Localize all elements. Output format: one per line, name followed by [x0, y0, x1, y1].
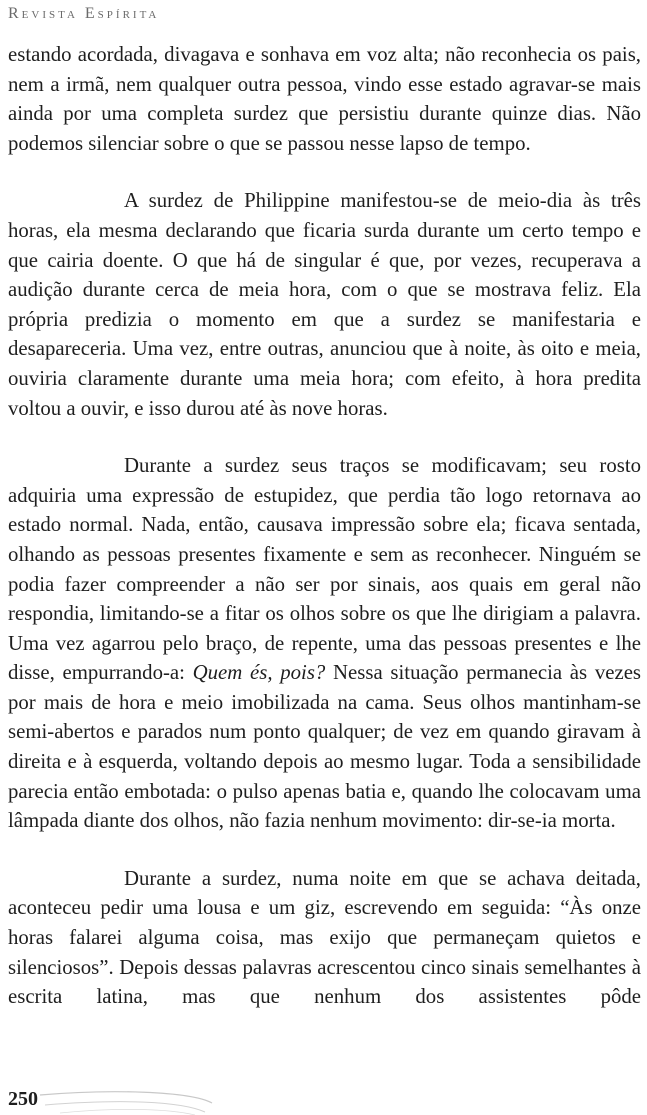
body-text: [8, 40, 641, 1012]
footer-swoosh-ornament: [0, 1085, 647, 1115]
paragraph-3-text-after: Nessa situação permanecia às vezes por mais de hora e meio imobilizada na cama. Seus olhos mantinham-se semi-abertos e parados num ponto qualquer; de vez em quando giravam à direita e à esquerda, voltando depois ao mesmo lugar. Toda a sensibilidade parecia então embotada: o pulso apenas batia e, quando lhe colocavam uma lâmpada diante dos olhos, não fazia nenhum movimento: dir-se-ia morta.: [8, 661, 642, 833]
paragraph-3: [8, 451, 641, 836]
italic-quote: Quem és, pois?: [192, 661, 326, 685]
page-number: 250: [8, 1088, 38, 1110]
paragraph-3-text-before: Durante a surdez seus traços se modificavam; seu rosto adquiria uma expressão de estupidez, que perdia tão logo retornava ao estado normal. Nada, então, causava impressão sobre ela; ficava sentada, olhando as pessoas presentes fixamente e sem as reconhecer. Ninguém se podia fazer compreender a não ser por sinais, aos quais em geral não respondia, limitando-se a fitar os olhos sobre os que lhe dirigiam a palavra. Uma vez agarrou pelo braço, de repente, uma das pessoas presentes e lhe disse, empurrando-a:: [8, 454, 641, 685]
paragraph-2: A surdez de Philippine manifestou-se de meio-dia às três horas, ela mesma declarando que ficaria surda durante um certo tempo e que cairia doente. O que há de singular é que, por vezes, recuperava a audição durante cerca de meia hora, com o que se mostrava feliz. Ela própria predizia o momento em que a surdez se manifestaria e desapareceria. Uma vez, entre outras, anunciou que à noite, às oito e meia, ouviria claramente durante uma meia hora; com efeito, à hora predita voltou a ouvir, e isso durou até às nove horas.: [8, 189, 641, 420]
running-header: Revista Espírita: [8, 5, 160, 22]
paragraph-1: estando acordada, divagava e sonhava em voz alta; não reconhecia os pais, nem a irmã, nem qualquer outra pessoa, vindo esse estado agravar-se mais ainda por uma completa surdez que persistiu durante quinze dias. Não podemos silenciar sobre o que se passou nesse lapso de tempo.: [8, 43, 641, 155]
paragraph-4: Durante a surdez, numa noite em que se achava deitada, aconteceu pedir uma lousa e um giz, escrevendo em seguida: “Às onze horas falarei alguma coisa, mas exijo que permaneçam quietos e silenciosos”. Depois dessas palavras acrescentou cinco sinais semelhantes à escrita latina, mas que nenhum dos assistentes pôde: [8, 866, 641, 1009]
